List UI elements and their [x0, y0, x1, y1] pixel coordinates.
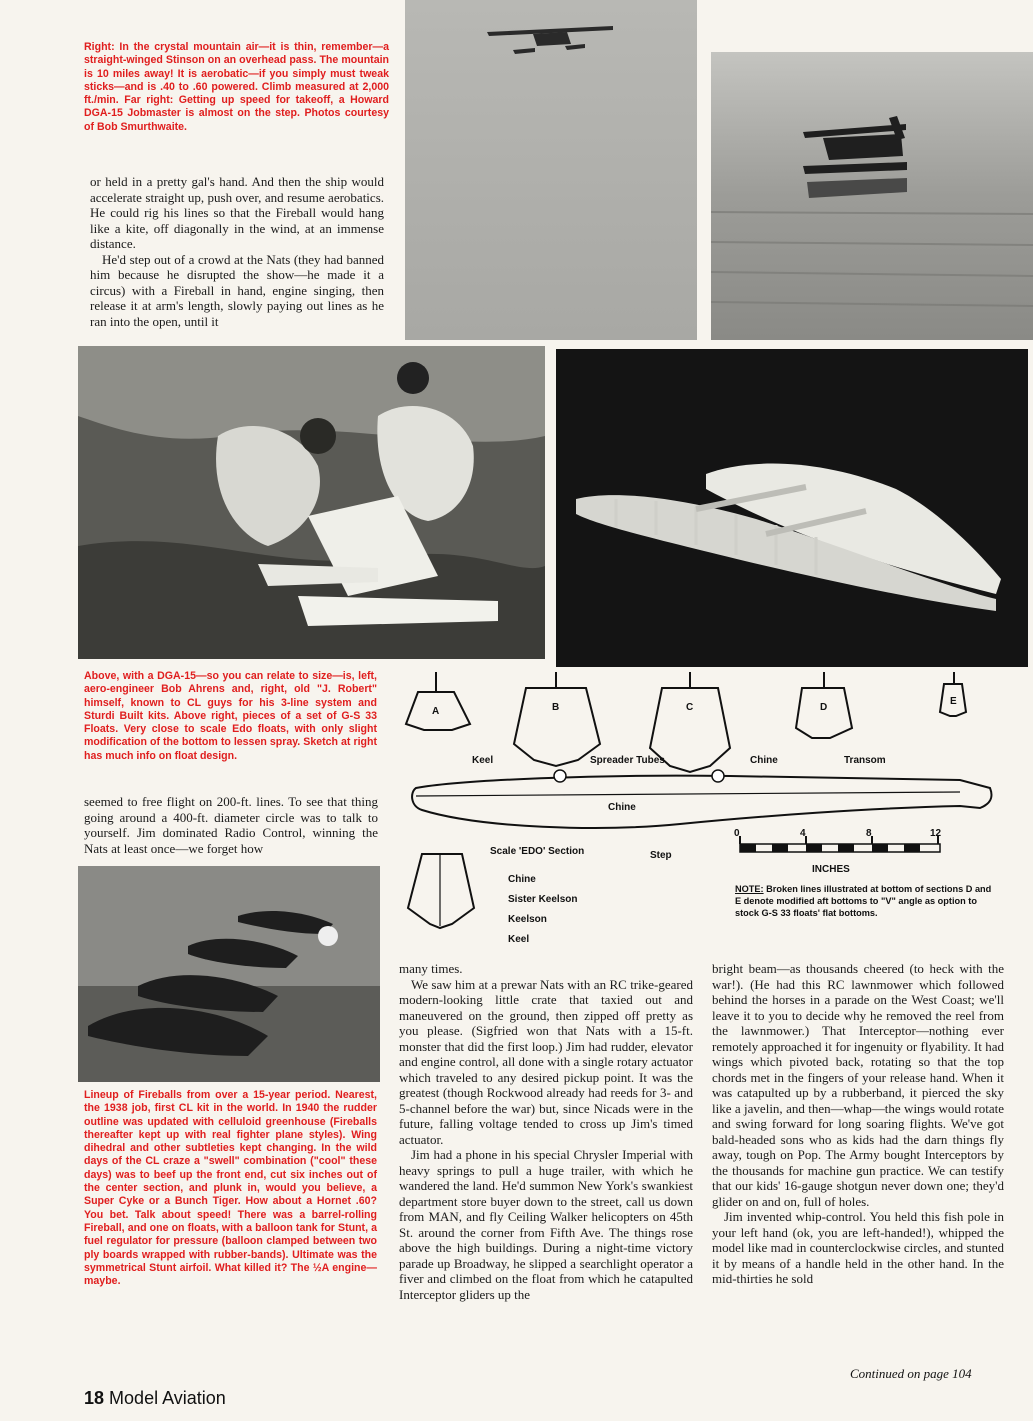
transom-label: Transom: [844, 755, 886, 766]
paragraph: We saw him at a prewar Nats with an RC trike-geared modern-looking little crate that taxied out and maneuvered on the ground, then zipped off pretty as you please. (Sigfried won that Nats with a 15-ft. monster that did the first loop.) Jim had rudder, elevator and engine control, all done with a single rotary actuator which traveled to any desired pickup point. It was the greatest (though Rockwood already had reeds for 3- and 5-channel before the war) but, since Nicads were in the future, falling voltage tended to cross up Jim's timed actuator.: [399, 976, 693, 1147]
continued-note: Continued on page 104: [850, 1366, 972, 1381]
page-number: 18: [84, 1388, 105, 1408]
scale-section-label: Scale 'EDO' Section: [490, 846, 585, 857]
photo-fireballs-lineup: [78, 866, 380, 1082]
article-text-col2: [399, 961, 693, 1302]
scale-tick-label: 0: [734, 828, 740, 839]
diagram-note: [735, 884, 995, 919]
article-text-col3: [712, 961, 1004, 1287]
photo-stinson-overhead: [405, 0, 697, 340]
magazine-name: Model Aviation: [109, 1388, 226, 1408]
chine-label: Chine: [508, 874, 536, 885]
caption-middle: Above, with a DGA-15—so you can relate to size—is, left, aero-engineer Bob Ahrens and, right, old "J. Robert" himself, known to CL guys for his 3-line system and Sturdi Built kits. Above right, pieces of a set of G-S 33 Floats. Very close to scale Edo floats, with only slight modification of the bottom to lessen spray. Sketch at right has much info on float design.: [84, 670, 377, 762]
section-label: C: [686, 702, 694, 713]
caption-bottom: Lineup of Fireballs from over a 15-year period. Nearest, the 1938 job, first CL kit in the world. In 1940 the rudder outline was updated with celluloid greenhouse (Fireballs thereafter kept up with real fighter plane styles). Wing dihedral and other subtleties kept changing. In the wild days of the CL craze a "swell" combination ("cool" these days) was to beef up the front end, cut six inches out of the center section, and plunk in, would you believe, a Super Cyke or a Bunch Tiger. How about a Hornet .60? You bet. Talk about speed! There was a barrel-rolling Fireball, and one on floats, with a balloon tank for Stunt, a fuel regulator for pressure (balloon clamped between two ply boards wrapped with rubber-bands). Ultimate was the symmetrical Stunt airfoil. What killed it? The ½A engine—maybe.: [84, 1089, 377, 1288]
paragraph: He'd step out of a crowd at the Nats (they had banned him because he disrupted the show—he made it a circus) with a Fireball in hand, engine singing, then release it at arm's length, slowly paying out lines as he ran into the open, until it: [90, 251, 384, 329]
paragraph: bright beam—as thousands cheered (to heck with the war!). (He had this RC lawnmower which followed behind the horses in a parade on the West Coast; we'll leave it to you to decide why he removed the reel from the lawnmower.) That Interceptor—nothing ever remotely approached it for ingenuity or flyability. It had wings which pivoted back, rotating so that the top chords met in the fingers of your release hand. When it was catapulted up by a rubberband, it pierced the sky like a javelin, and then—whap—the wings would rotate and swing forward for long soaring flights. We've got bald-headed sons who as kids had the darn things fly away, tough on Pop. The Army bought Interceptors by the thousands for machine gun practice. We can testify that our kids' 16-gauge shotgun never down one; they'd glider on and on, full of holes.: [712, 961, 1004, 1209]
scale-tick-label: 8: [866, 828, 872, 839]
article-text-col1-top: [90, 174, 384, 329]
photo-ahrens-robert-model: [78, 346, 545, 659]
section-label: B: [552, 702, 560, 713]
sister-keelson-label: Sister Keelson: [508, 894, 578, 905]
step-label: Step: [650, 850, 672, 861]
spreader-tubes-label: Spreader Tubes: [590, 755, 665, 766]
photo-gs33-float-pieces: [556, 349, 1028, 667]
keelson-label: Keelson: [508, 914, 547, 925]
paragraph: many times.: [399, 961, 463, 976]
paragraph: Jim had a phone in his special Chrysler Imperial with heavy springs to pull a huge trailer, with which he wandered the land. He'd summon New York's swankiest department store buyer down to the street, call us down from MAN, and fly Ceiling Walker helicopters on 45th St. around the corner from Fifth Ave. The things rose above the high buildings. During a night-time victory parade up Broadway, he slipped a searchlight operator a fiver and climbed on the float from which he catapulted Interceptor gliders up the: [399, 1147, 693, 1302]
chine-label: Chine: [608, 802, 636, 813]
note-text: Broken lines illustrated at bottom of sections D and E denote modified aft bottoms to "V" angle as option to stock G-S 33 floats' flat bottoms.: [735, 884, 992, 918]
inches-label: INCHES: [812, 864, 850, 875]
keel-label: Keel: [472, 755, 494, 766]
photo-dga15-takeoff: [711, 52, 1033, 340]
chine-label: Chine: [750, 755, 778, 766]
note-label: NOTE:: [735, 884, 764, 894]
section-label: E: [950, 696, 957, 707]
keel-label: Keel: [508, 934, 530, 945]
article-text-col1-mid: [84, 794, 378, 856]
page-footer: [84, 1388, 226, 1409]
scale-tick-label: 12: [930, 828, 942, 839]
paragraph: or held in a pretty gal's hand. And then the ship would accelerate straight up, push over, and resume aerobatics. He could rig his lines so that the Fireball would hang like a kite, off diagonally in the wind, at an immense distance.: [90, 174, 384, 251]
paragraph: seemed to free flight on 200-ft. lines. To see that thing going around a 400-ft. diameter circle was to talk to yourself. Jim dominated Radio Control, winning the Nats at least once—we forget how: [84, 794, 378, 856]
section-label: D: [820, 702, 828, 713]
section-label: A: [432, 706, 440, 717]
paragraph: Jim invented whip-control. You held this fish pole in your left hand (ok, you are left-handed!), whipped the model like mad in counterclockwise circles, and stunted it by means of a handle held in the other hand. In the mid-thirties he sold: [712, 1209, 1004, 1286]
scale-tick-label: 4: [800, 828, 806, 839]
caption-top: Right: In the crystal mountain air—it is thin, remember—a straight-winged Stinson on an overhead pass. The mountain is 10 miles away! It is aerobatic—if you simply must tweak sticks—and is .40 to .60 powered. Climb measured at 2,000 ft./min. Far right: Getting up speed for takeoff, a Howard DGA-15 Jobmaster is almost on the step. Photos courtesy of Bob Smurthwaite.: [84, 41, 389, 133]
